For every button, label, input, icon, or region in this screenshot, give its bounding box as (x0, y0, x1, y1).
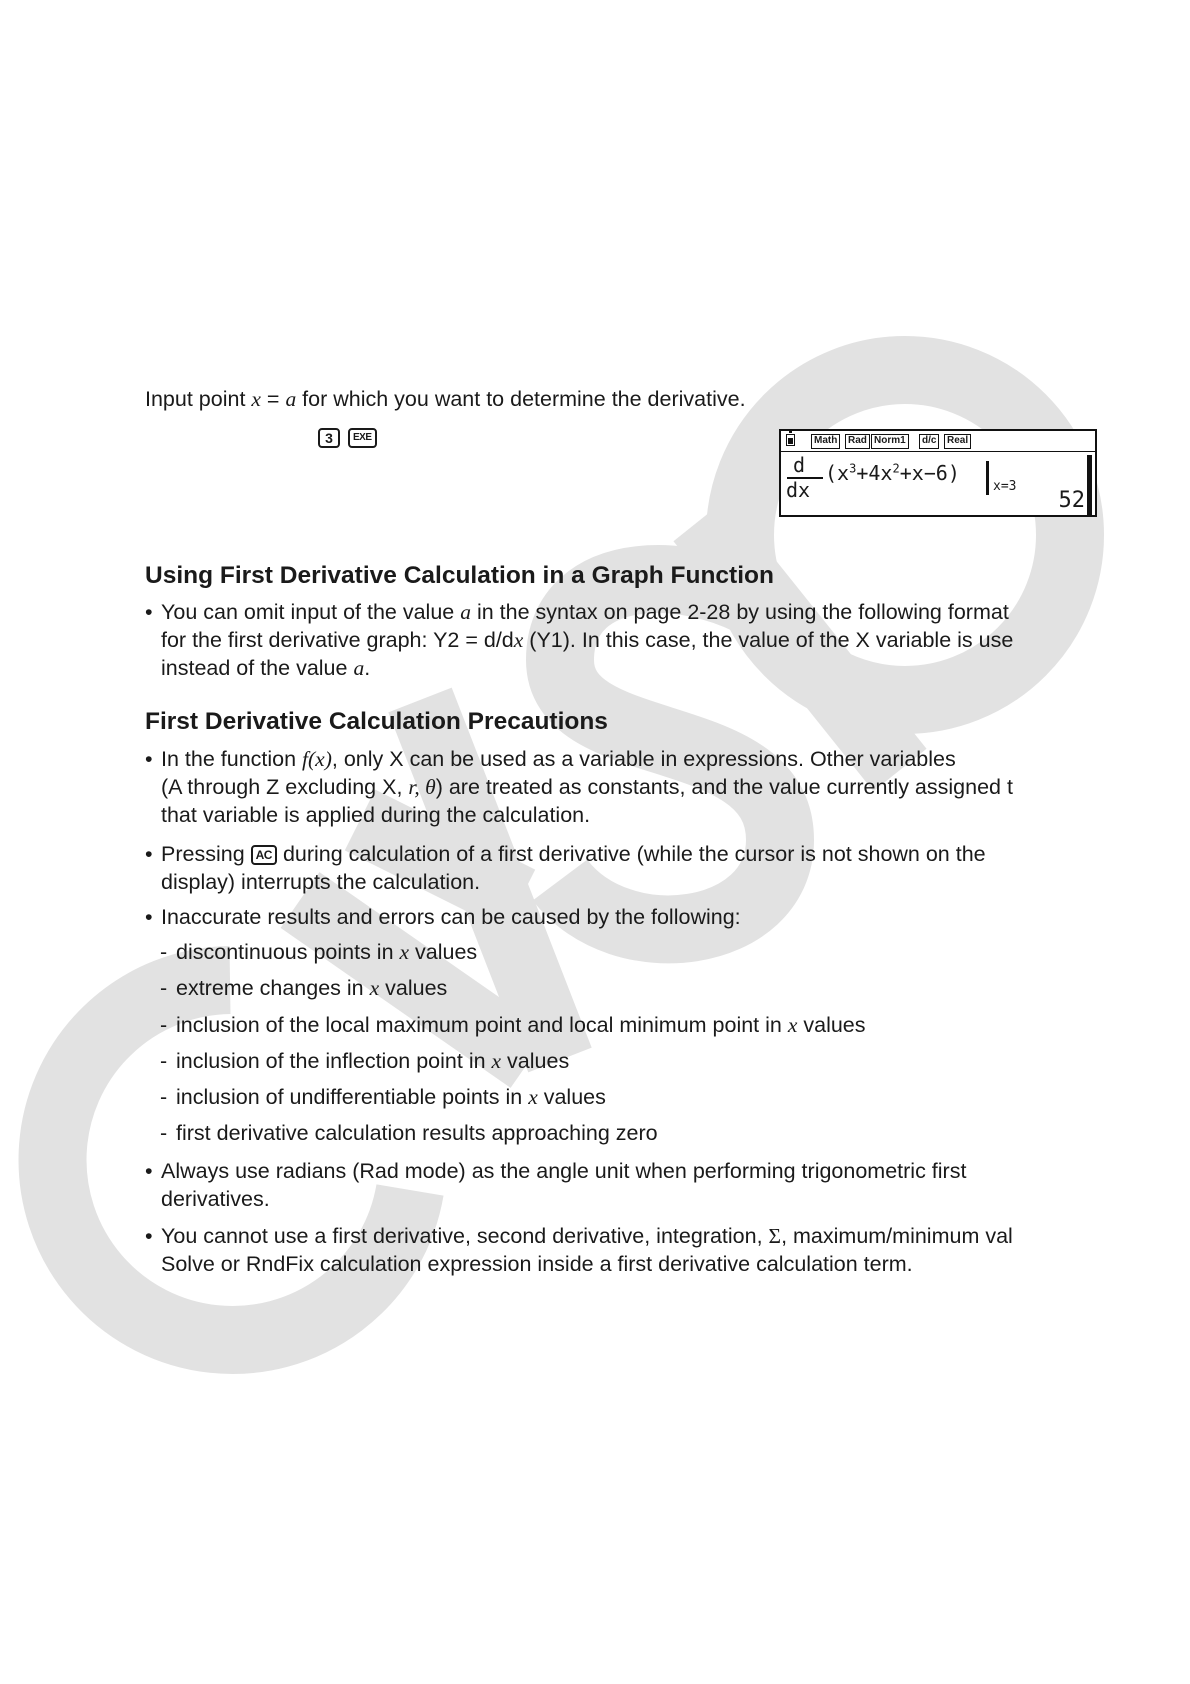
section-heading-graph-function: Using First Derivative Calculation in a Graph Function (145, 562, 774, 589)
key-3-icon: 3 (318, 428, 340, 448)
calc-frac-denominator: dx (786, 478, 811, 502)
badge-real: Real (944, 434, 971, 449)
calc-frac-numerator: d (793, 453, 806, 477)
badge-rad: Rad (845, 434, 870, 449)
badge-dc: d/c (919, 434, 939, 449)
calculator-screen (779, 429, 1097, 517)
bullet-dot: • (145, 600, 153, 624)
badge-norm: Norm1 (871, 434, 909, 449)
calc-eval-bar (986, 461, 989, 495)
calc-result: 52 (1058, 488, 1085, 513)
battery-icon (786, 434, 795, 446)
intro-instruction: Input point x = a for which you want to determine the derivative. (145, 387, 746, 411)
badge-math: Math (811, 434, 840, 449)
calc-eval-point: x=3 (993, 479, 1017, 494)
section-heading-precautions: First Derivative Calculation Precautions (145, 708, 608, 735)
calc-status-bar (781, 431, 1095, 452)
calc-cursor (1087, 455, 1092, 515)
manual-page: Input point x = a for which you want to determine the derivative. 3 EXE Math Rad Norm1 d/c Real d dx $(x^3+4x^2+x-6)$ x=3 52 Using First Derivative Calculation in a Graph Function • You can omit input of the value a in the syntax on page 2-28 by using the following format for the first derivative graph: Y2 = d/dx (Y1). In this case, the value of the X variable is use instead of the value a. First Derivative Calculation Precautions • In the function f(x), only X can be used as a variable in expressions. Other variables (A through Z excluding X, r, θ) are treated as constants, and the value currently assigned t that variable is applied during the calculation. • Pressing AC during calculation of a first derivative (while the cursor is not shown on the display) interrupts the calculation. • Inaccurate results and errors can be caused by the following: - discontinuous points in x values - extreme changes in x values - inclusion of the local maximum point and local minimum point in x values - inclusion of the inflection point in x values - inclusion of undifferentiable points in x values - first derivative calculation results approaching zero • Always use radians (Rad mode) as the angle unit when performing trigonometric first derivatives. • You cannot use a first derivative, second derivative, integration, Σ, maximum/minimum val Solve or RndFix calculation expression inside a first derivative calculation term. (0, 0, 1190, 1684)
key-sequence (318, 428, 377, 448)
key-exe-icon: EXE (348, 428, 377, 448)
key-ac-icon: AC (251, 845, 277, 865)
calc-expression: $(x^3+4x^2+x-6)$ (825, 461, 960, 485)
